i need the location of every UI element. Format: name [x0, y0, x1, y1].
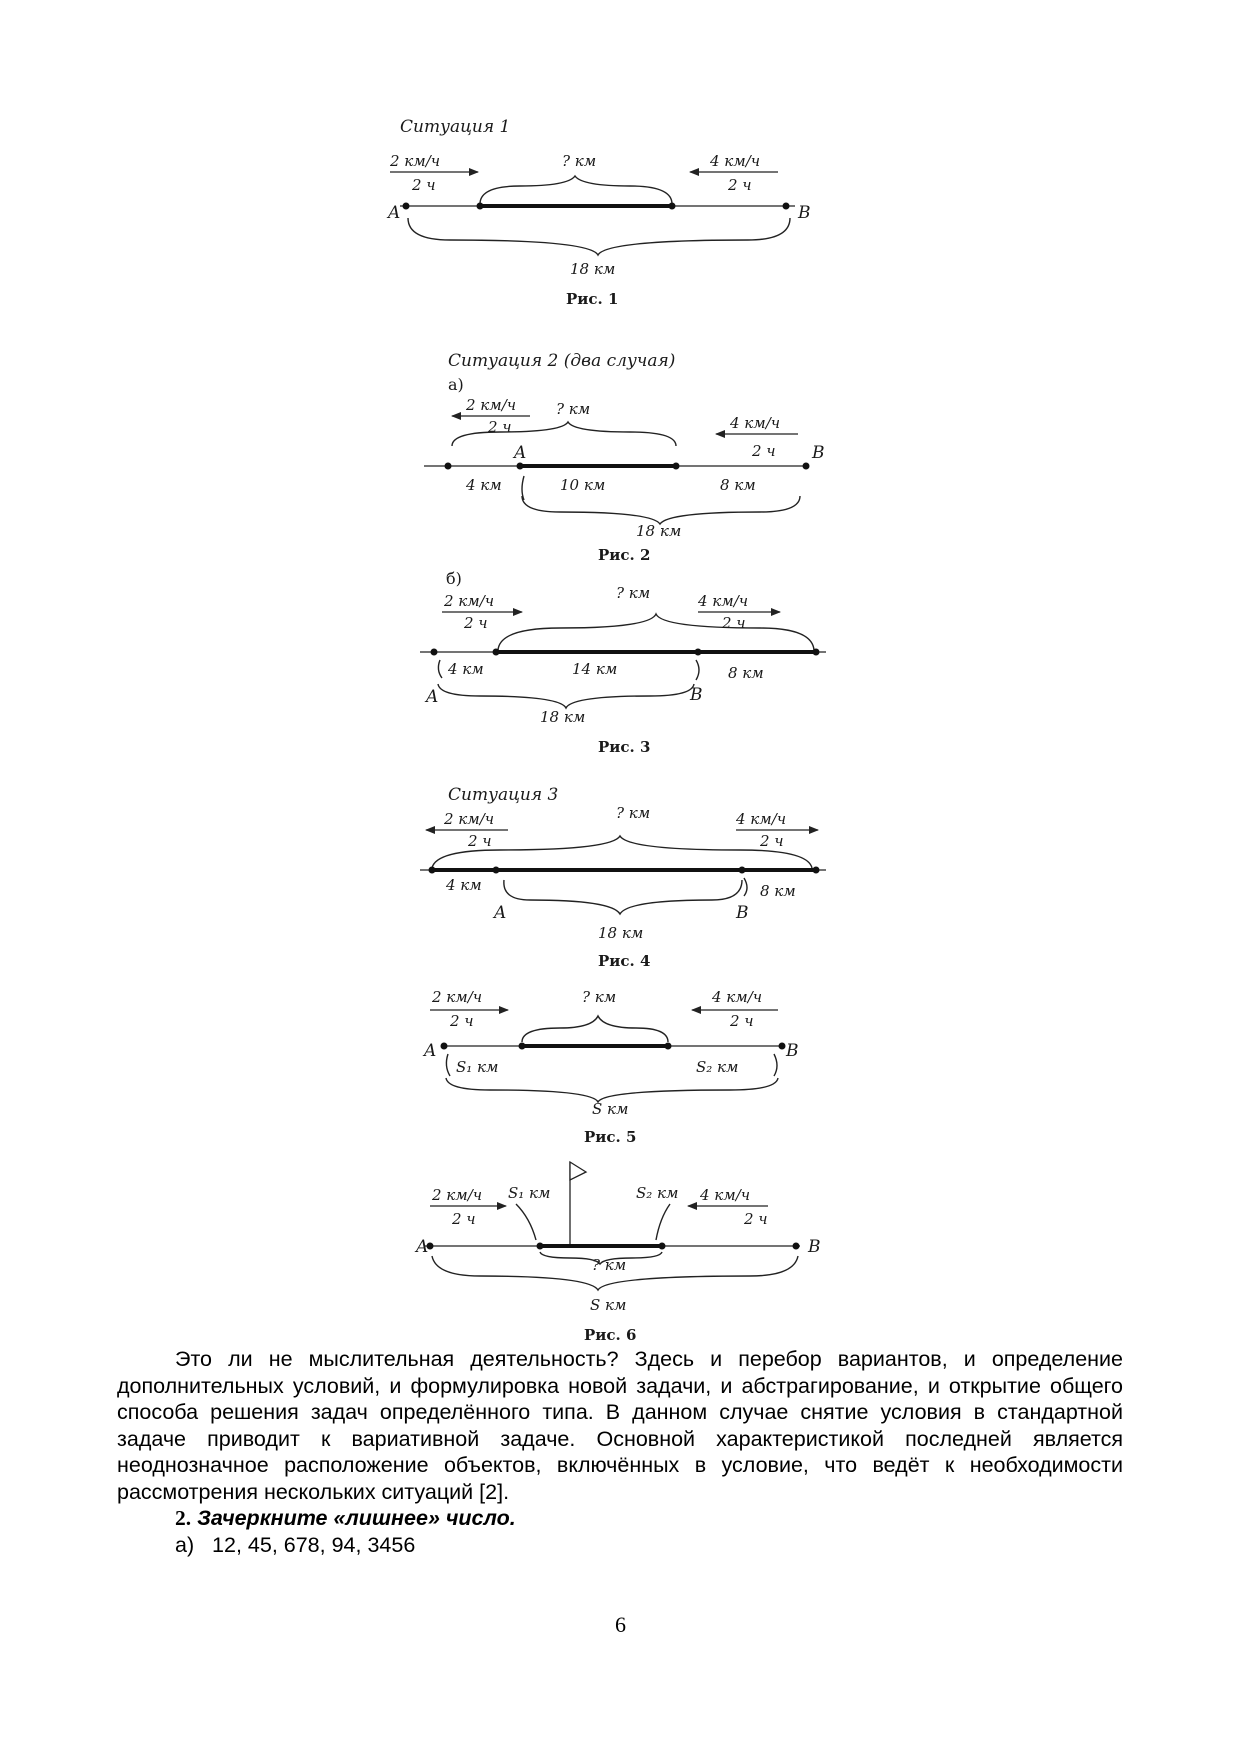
fig3-brace-unknown: [498, 614, 814, 650]
fig4-brace-total: [504, 880, 742, 914]
fig1-unknown: ? км: [562, 152, 597, 170]
fig4-unknown: ? км: [616, 804, 651, 822]
figure-4-title: Ситуация 3: [448, 785, 559, 805]
body-paragraph: Это ли не мыслительная деятельность? Здесь и перебор вариантов, и определение дополнительных условий, и формулировка новой задачи, и абстрагирование, и открытие общего способа решения задач определённого типа. В данном случае снятие условия в стандартной задаче приводит к вариативной задаче. Основной характеристикой последней является неоднозначное расположение объектов, включённых в условие, что ведёт к необходимости рассмотрения нескольких ситуаций [2].: [117, 1347, 1123, 1504]
figure-5: [422, 988, 799, 1146]
fig6-speed-left: 2 км/ч: [432, 1186, 483, 1204]
fig2-time-right: 2 ч: [752, 442, 776, 460]
fig2-speed-left: 2 км/ч: [466, 396, 517, 414]
fig5-brace-total: [446, 1078, 778, 1102]
task-number: 2.: [175, 1506, 192, 1530]
fig2-label-b: B: [812, 443, 825, 463]
fig6-total: S км: [590, 1296, 627, 1314]
task-text: Зачеркните «лишнее» число.: [197, 1506, 516, 1530]
fig1-point-a: [403, 203, 410, 210]
figure-3: [420, 569, 826, 756]
figure-1-title: Ситуация 1: [400, 117, 511, 137]
task-option: [117, 1532, 1123, 1559]
figure-6-caption: Рис. 6: [584, 1326, 637, 1344]
fig3-time-left: 2 ч: [464, 614, 488, 632]
figure-2-subtitle: а): [448, 375, 464, 394]
fig3-seg-right: 8 км: [728, 664, 764, 682]
fig4-speed-right: 4 км/ч: [736, 810, 787, 828]
fig2-speed-right: 4 км/ч: [730, 414, 781, 432]
figure-2-title: Ситуация 2 (два случая): [448, 351, 676, 371]
fig4-label-a: A: [494, 903, 507, 923]
fig3-brace-total: [438, 684, 694, 708]
fig3-label-b: B: [690, 685, 703, 705]
fig6-time-left: 2 ч: [452, 1210, 476, 1228]
fig1-label-b: B: [798, 203, 811, 223]
fig3-time-right: 2 ч: [722, 614, 746, 632]
fig5-s2: S₂ км: [696, 1058, 739, 1076]
fig3-total: 18 км: [540, 708, 586, 726]
fig1-label-a: A: [388, 203, 401, 223]
fig6-label-b: B: [808, 1237, 821, 1257]
fig5-total: S км: [592, 1100, 629, 1118]
figure-5-caption: Рис. 5: [584, 1128, 637, 1146]
fig1-time-left: 2 ч: [412, 176, 436, 194]
fig3-speed-left: 2 км/ч: [444, 592, 495, 610]
figure-1-caption: Рис. 1: [566, 290, 619, 308]
fig6-s1: S₁ км: [508, 1184, 551, 1202]
body-text: [117, 1346, 1123, 1558]
fig1-speed-right: 4 км/ч: [710, 152, 761, 170]
fig1-brace-unknown: [480, 176, 672, 204]
fig1-total: 18 км: [570, 260, 616, 278]
fig2-unknown: ? км: [556, 400, 591, 418]
fig2-label-a: A: [514, 443, 527, 463]
page-number: 6: [615, 1612, 626, 1637]
fig5-time-left: 2 ч: [450, 1012, 474, 1030]
fig2-time-left: 2 ч: [488, 418, 512, 436]
option-label: а): [175, 1532, 195, 1557]
fig2-brace-unknown: [452, 422, 676, 446]
fig3-seg-mid: 14 км: [572, 660, 618, 678]
fig6-speed-right: 4 км/ч: [700, 1186, 751, 1204]
fig2-brace-total: [522, 496, 800, 524]
fig4-total: 18 км: [598, 924, 644, 942]
flag-icon: [570, 1162, 586, 1180]
fig5-time-right: 2 ч: [730, 1012, 754, 1030]
fig6-s2: S₂ км: [636, 1184, 679, 1202]
fig3-label-a: A: [426, 687, 439, 707]
figure-1: [386, 117, 811, 308]
figure-6: [414, 1162, 821, 1344]
fig5-speed-right: 4 км/ч: [712, 988, 763, 1006]
fig6-label-a: A: [416, 1237, 429, 1257]
figure-2-caption: Рис. 2: [598, 546, 651, 564]
fig4-label-b: B: [736, 903, 749, 923]
figure-4-caption: Рис. 4: [598, 952, 651, 970]
fig5-brace-unknown: [522, 1016, 668, 1042]
fig3-seg-left: 4 км: [448, 660, 484, 678]
option-numbers: 12, 45, 678, 94, 3456: [212, 1532, 416, 1557]
fig1-speed-left: 2 км/ч: [390, 152, 441, 170]
fig1-time-right: 2 ч: [728, 176, 752, 194]
task-heading: [117, 1505, 1123, 1532]
figure-3-caption: Рис. 3: [598, 738, 651, 756]
fig4-time-right: 2 ч: [760, 832, 784, 850]
fig2-seg-right: 8 км: [720, 476, 756, 494]
fig4-speed-left: 2 км/ч: [444, 810, 495, 828]
fig5-label-b: B: [786, 1041, 799, 1061]
fig2-seg-left: 4 км: [466, 476, 502, 494]
fig3-speed-right: 4 км/ч: [698, 592, 749, 610]
figure-3-subtitle: б): [446, 569, 462, 588]
fig5-unknown: ? км: [582, 988, 617, 1006]
fig6-time-right: 2 ч: [744, 1210, 768, 1228]
fig4-seg-right: 8 км: [760, 882, 796, 900]
fig4-time-left: 2 ч: [468, 832, 492, 850]
fig6-unknown: ? км: [592, 1256, 627, 1274]
fig5-label-a: A: [424, 1041, 437, 1061]
fig1-point-b: [783, 203, 790, 210]
figure-4: [420, 785, 826, 970]
figure-2: [424, 351, 825, 564]
fig3-unknown: ? км: [616, 584, 651, 602]
fig4-seg-left: 4 км: [446, 876, 482, 894]
fig1-brace-total: [408, 218, 790, 255]
fig5-s1: S₁ км: [456, 1058, 499, 1076]
fig5-speed-left: 2 км/ч: [432, 988, 483, 1006]
fig2-seg-mid: 10 км: [560, 476, 606, 494]
fig2-total: 18 км: [636, 522, 682, 540]
